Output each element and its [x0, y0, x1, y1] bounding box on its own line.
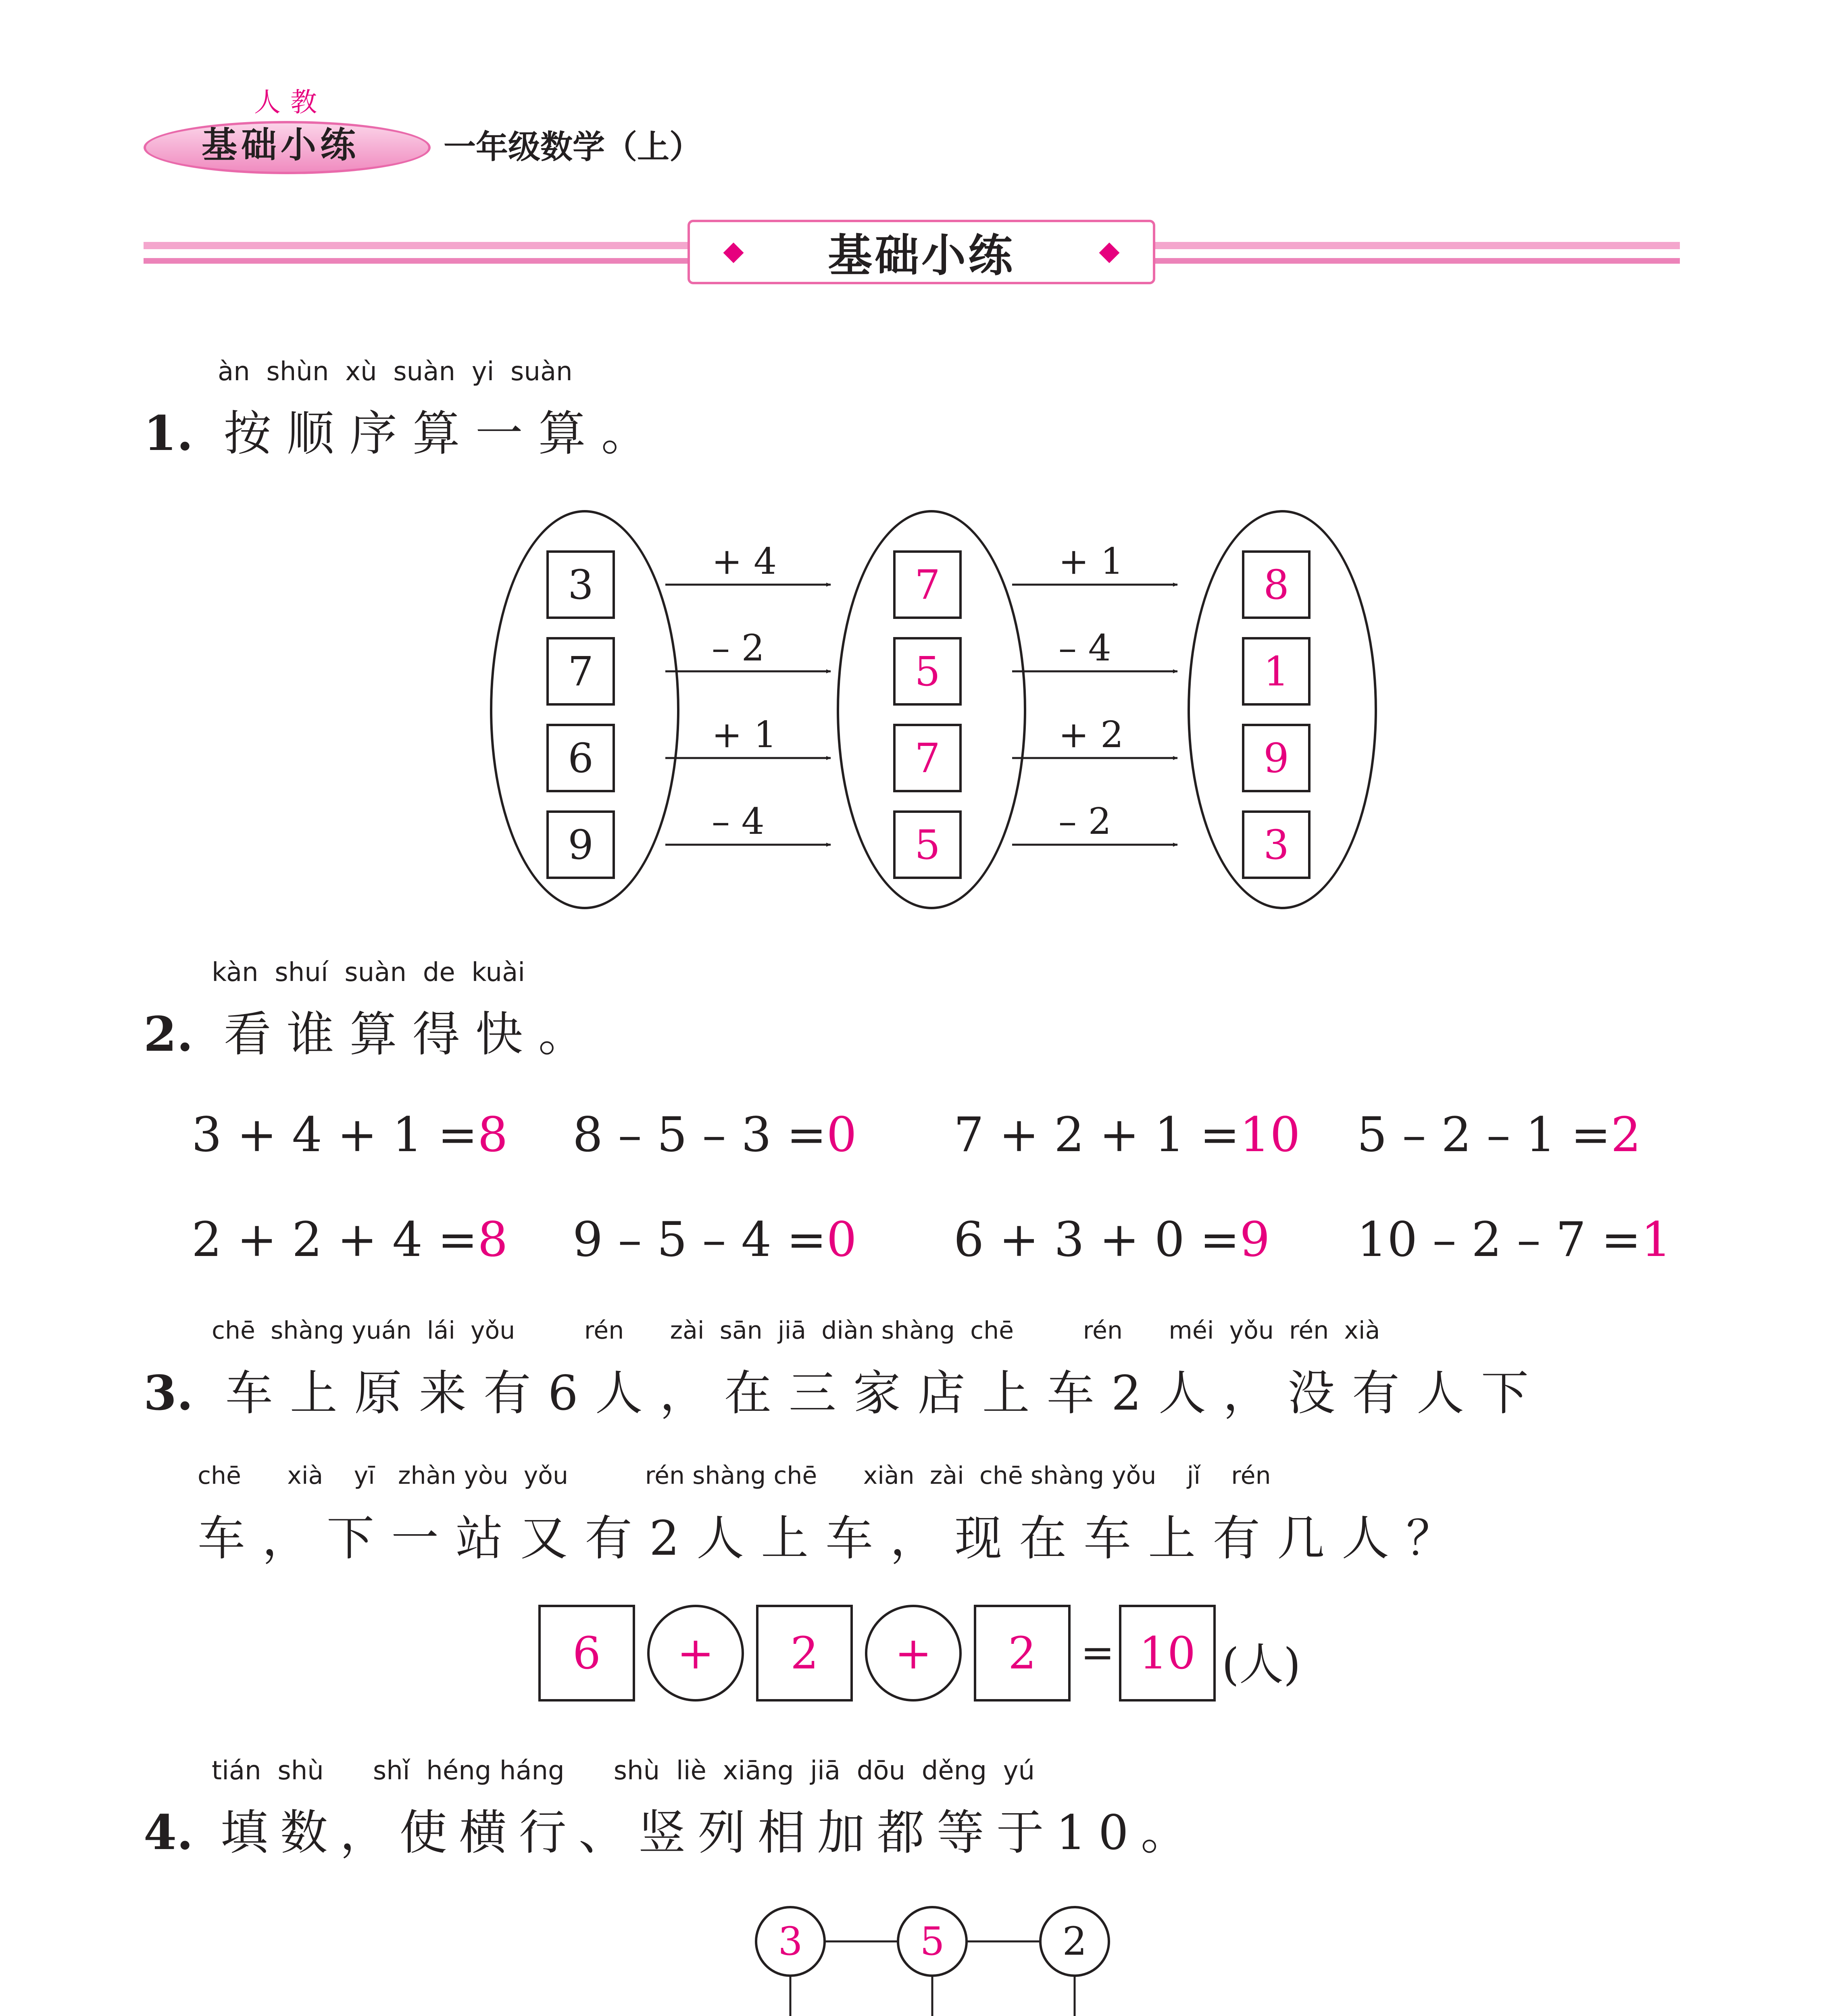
grid-cell-r1c3: 2: [1039, 1906, 1110, 1977]
middle-box-2[interactable]: 5: [893, 637, 962, 706]
q3-pinyin-line1: chē shàng yuán lái yǒu rén zài sān jiā diàn shàng chē rén méi yǒu rén xià: [212, 1316, 1380, 1345]
book-title: 一年级数学（上）: [444, 128, 702, 166]
answer-box-2[interactable]: 2: [756, 1605, 853, 1702]
operator-circle-1[interactable]: +: [647, 1605, 744, 1702]
equation-expr: 6 + 3 + 0 =: [954, 1212, 1240, 1267]
q4-number: 4.: [144, 1804, 194, 1860]
equation-answer[interactable]: 0: [826, 1212, 857, 1267]
logo-series-title: 基础小练: [202, 124, 360, 166]
start-box-1: 3: [546, 550, 615, 619]
equation-answer[interactable]: 10: [1240, 1107, 1300, 1162]
op-2a: + 1: [1058, 540, 1124, 583]
grid-cell-r1c1[interactable]: 3: [755, 1906, 826, 1977]
answer-box-3[interactable]: 2: [974, 1605, 1071, 1702]
equation-answer[interactable]: 0: [826, 1107, 857, 1162]
answer-box-result[interactable]: 10: [1119, 1605, 1216, 1702]
op-1c: + 1: [712, 714, 777, 756]
start-box-2: 7: [546, 637, 615, 706]
q1-number: 1.: [144, 405, 194, 461]
start-box-3: 6: [546, 724, 615, 792]
section-title: 基础小练: [828, 230, 1015, 281]
equation-expr: 9 – 5 – 4 =: [573, 1212, 827, 1267]
q4-pinyin: tián shù shǐ héng háng shù liè xiāng jiā dōu děng yú: [212, 1756, 1035, 1786]
q3-text-line1: 车上原来有6人，在三家店上车2人，没有人下: [225, 1365, 1546, 1421]
end-box-2[interactable]: 1: [1242, 637, 1311, 706]
middle-box-3[interactable]: 7: [893, 724, 962, 792]
op-1a: + 4: [712, 540, 777, 583]
operator-circle-2[interactable]: +: [865, 1605, 962, 1702]
equation-answer[interactable]: 2: [1611, 1107, 1641, 1162]
q1-text: 按顺序算一算。: [223, 406, 664, 461]
equation-expr: 3 + 4 + 1 =: [192, 1107, 478, 1162]
q3-number: 3.: [144, 1365, 194, 1421]
q2-number: 2.: [144, 1006, 194, 1062]
middle-box-1[interactable]: 7: [893, 550, 962, 619]
equation-answer[interactable]: 1: [1641, 1212, 1671, 1267]
q4-text: 填数，使横行、竖列相加都等于10。: [220, 1805, 1200, 1860]
q1-pinyin: àn shùn xù suàn yi suàn: [218, 357, 573, 387]
end-box-1[interactable]: 8: [1242, 550, 1311, 619]
equation-answer[interactable]: 8: [477, 1107, 508, 1162]
q2-pinyin: kàn shuí suàn de kuài: [212, 958, 525, 987]
equation-expr: 2 + 2 + 4 =: [192, 1212, 478, 1267]
logo-publisher: 人教: [254, 87, 327, 118]
equals-sign: =: [1081, 1629, 1115, 1676]
grid-cell-r1c2[interactable]: 5: [897, 1906, 968, 1977]
q3-text-line2: 车，下一站又有2人上车，现在车上有几人？: [198, 1510, 1471, 1566]
op-2c: + 2: [1058, 714, 1124, 756]
middle-box-4[interactable]: 5: [893, 810, 962, 879]
end-box-4[interactable]: 3: [1242, 810, 1311, 879]
op-2d: – 2: [1058, 800, 1111, 843]
equation-expr: 8 – 5 – 3 =: [573, 1107, 827, 1162]
q2-text: 看谁算得快。: [223, 1006, 601, 1062]
op-1d: – 4: [712, 800, 765, 843]
end-box-3[interactable]: 9: [1242, 724, 1311, 792]
op-1b: – 2: [712, 627, 765, 669]
equation-expr: 10 – 2 – 7 =: [1357, 1212, 1641, 1267]
equation-answer[interactable]: 8: [477, 1212, 508, 1267]
start-box-4: 9: [546, 810, 615, 879]
equation-answer[interactable]: 9: [1240, 1212, 1270, 1267]
equation-expr: 7 + 2 + 1 =: [954, 1107, 1240, 1162]
answer-box-1[interactable]: 6: [538, 1605, 635, 1702]
q3-pinyin-line2: chē xià yī zhàn yòu yǒu rén shàng chē xiàn zài chē shàng yǒu jǐ rén: [198, 1462, 1271, 1490]
unit-label: (人): [1222, 1639, 1301, 1690]
op-2b: – 4: [1058, 627, 1111, 669]
equation-expr: 5 – 2 – 1 =: [1357, 1107, 1611, 1162]
